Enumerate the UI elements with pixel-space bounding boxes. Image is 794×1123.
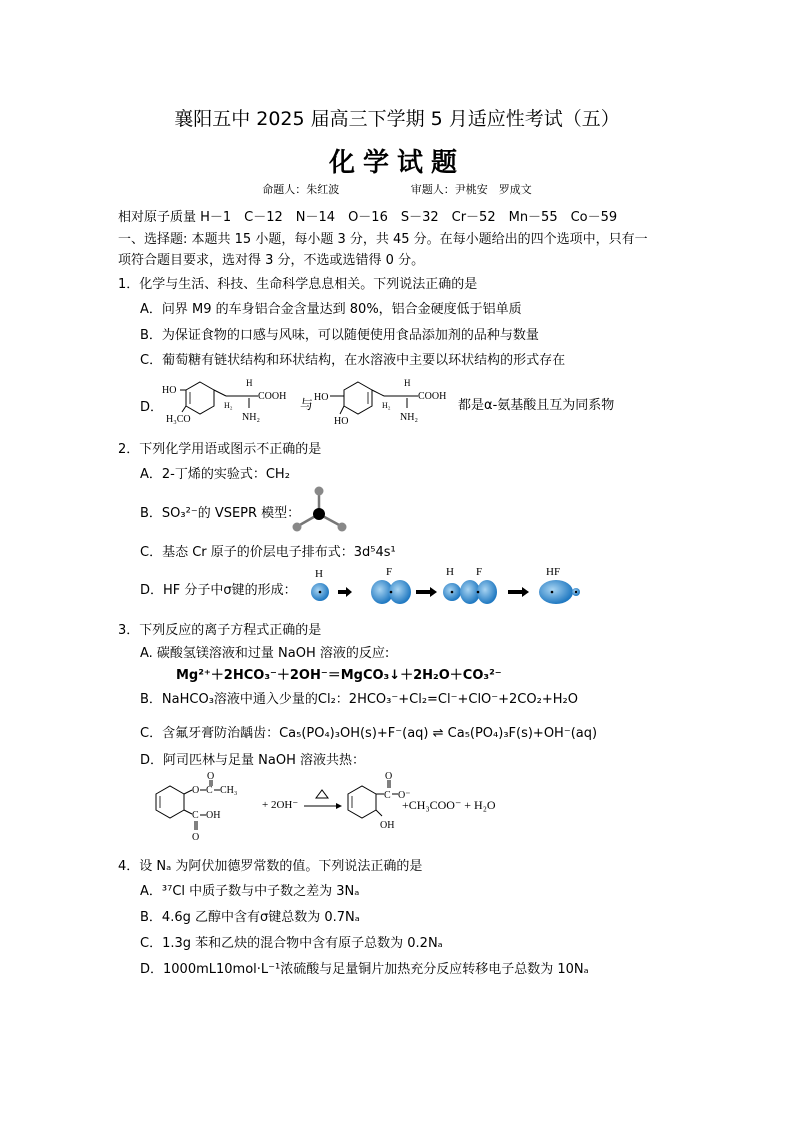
h-label-2: H	[446, 566, 454, 578]
svg-text:H₂: H₂	[382, 401, 391, 410]
svg-text:H: H	[246, 378, 253, 388]
q3-stem: 3．下列反应的离子方程式正确的是	[118, 623, 322, 638]
hf-label: HF	[546, 566, 561, 578]
subject-title: 化学试题	[328, 148, 465, 178]
q2-stem: 2．下列化学用语或图示不正确的是	[118, 442, 322, 457]
q4-option-c: C．1.3g 苯和乙炔的混合物中含有原子总数为 0.2Nₐ	[140, 936, 443, 951]
aspirin-products: +CH₃COO⁻ + H₂O	[402, 798, 496, 812]
f-label: F	[386, 566, 393, 578]
q1-option-a: A．问界 M9 的车身铝合金含量达到 80%，铝合金硬度低于铝单质	[140, 302, 522, 317]
svg-text:COOH: COOH	[258, 391, 287, 402]
svg-text:O: O	[207, 772, 215, 782]
svg-text:H₂: H₂	[224, 401, 233, 410]
q1-option-b: B．为保证食物的口感与风味，可以随便使用食品添加剂的品种与数量	[140, 328, 539, 343]
svg-text:NH₂: NH₂	[242, 412, 260, 423]
svg-text:O: O	[385, 772, 393, 782]
svg-text:C: C	[384, 790, 391, 801]
sigma-bond-diagram	[300, 562, 590, 610]
setter: 命题人：朱红波	[262, 183, 340, 196]
section1-line1: 一、选择题: 本题共 15 小题，每小题 3 分，共 45 分。在每小题给出的四个选项中，只有一	[118, 232, 648, 247]
q1-option-d-mid: 与	[300, 398, 314, 413]
svg-text:NH₂: NH₂	[400, 412, 418, 423]
q1-option-c: C．葡萄糖有链状结构和环状结构，在水溶液中主要以环状结构的形式存在	[140, 353, 566, 368]
svg-text:C: C	[192, 810, 199, 821]
svg-text:H: H	[404, 378, 411, 388]
svg-text:O⁻: O⁻	[398, 790, 411, 801]
svg-text:C: C	[206, 785, 213, 796]
q4-stem: 4．设 Nₐ 为阿伏加德罗常数的值。下列说法正确的是	[118, 859, 423, 874]
atomic-masses: 相对原子质量 H－1 C－12 N－14 O－16 S－32 Cr－52 Mn－55 Co－59	[118, 210, 618, 225]
q2-option-b: B．SO₃²⁻的 VSEPR 模型：	[140, 506, 301, 521]
q3-option-d: D．阿司匹林与足量 NaOH 溶液共热：	[140, 753, 365, 768]
q4-option-b: B．4.6g 乙醇中含有σ键总数为 0.7Nₐ	[140, 910, 360, 925]
svg-text:COOH: COOH	[418, 391, 447, 402]
q3-option-a-equation: Mg²⁺＋2HCO₃⁻＋2OH⁻＝MgCO₃↓＋2H₂O＋CO₃²⁻	[176, 668, 502, 683]
svg-text:O: O	[192, 832, 200, 843]
q2-option-c: C．基态 Cr 原子的价层电子排布式：3d⁵4s¹	[140, 545, 396, 560]
svg-text:HO: HO	[162, 385, 177, 396]
q3-option-a: A. 碳酸氢镁溶液和过量 NaOH 溶液的反应:	[140, 646, 390, 661]
q2-option-a: A．2-丁烯的实验式：CH₂	[140, 467, 290, 482]
q3-option-b: B．NaHCO₃溶液中通入少量的Cl₂：2HCO₃⁻+Cl₂=Cl⁻+ClO⁻+2CO₂+H₂O	[140, 692, 578, 707]
svg-text:OH: OH	[380, 820, 395, 831]
exam-title: 襄阳五中 2025 届高三下学期 5 月适应性考试（五）	[174, 108, 620, 130]
aspirin-reagent: + 2OH⁻	[262, 799, 299, 811]
q4-option-a: A．³⁷Cl 中质子数与中子数之差为 3Nₐ	[140, 884, 360, 899]
q2-option-d: D．HF 分子中σ键的形成：	[140, 583, 297, 598]
h-label: H	[315, 568, 323, 580]
section1-line2: 项符合题目要求，选对得 3 分，不选或选错得 0 分。	[118, 253, 425, 268]
svg-text:HO: HO	[314, 392, 329, 403]
svg-text:H₃CO: H₃CO	[166, 414, 191, 425]
svg-text:OH: OH	[206, 810, 221, 821]
svg-text:O: O	[192, 785, 200, 796]
q1-stem: 1．化学与生活、科技、生命科学息息相关。下列说法正确的是	[118, 277, 478, 292]
reviewer: 审题人：尹桃安 罗成文	[410, 183, 532, 196]
f-label-2: F	[476, 566, 483, 578]
q1-option-d-label: D．	[140, 400, 164, 415]
vsepr-model	[286, 484, 352, 534]
svg-text:CH₃: CH₃	[220, 785, 238, 796]
q4-option-d: D．1000mL10mol·L⁻¹浓硫酸与足量铜片加热充分反应转移电子总数为 10Nₐ	[140, 962, 589, 977]
q1-structure-1	[160, 374, 300, 426]
q1-option-d-end: 都是α-氨基酸且互为同系物	[458, 398, 615, 413]
svg-text:HO: HO	[334, 416, 349, 426]
q3-option-c: C．含氟牙膏防治龋齿：Ca₅(PO₄)₃OH(s)+F⁻(aq) ⇌ Ca₅(PO₄)₃F(s)+OH⁻(aq)	[140, 726, 598, 741]
q1-structure-2	[314, 374, 460, 426]
authors-line	[0, 181, 794, 197]
